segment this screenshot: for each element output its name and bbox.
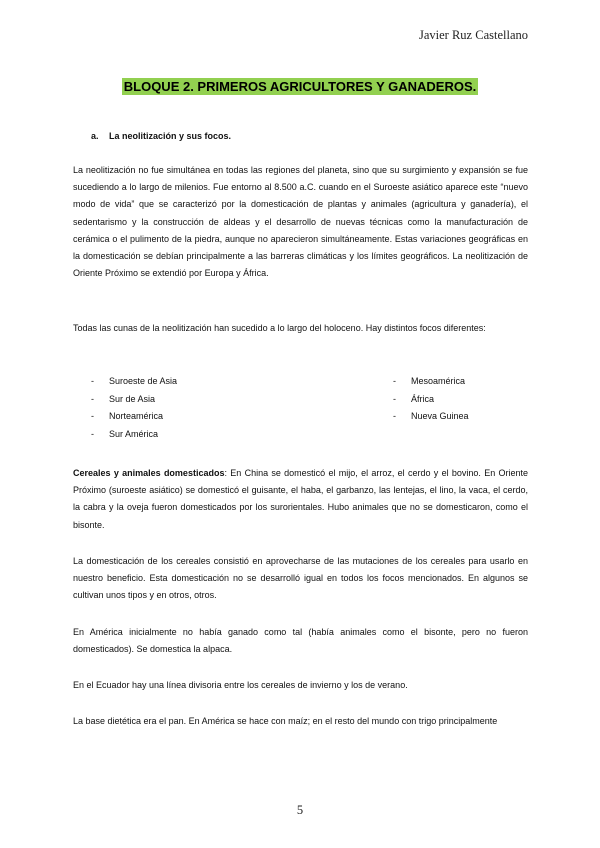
page-title: BLOQUE 2. PRIMEROS AGRICULTORES Y GANADEROS. [123,79,477,94]
bullet-dash: - [393,393,396,404]
list-item: - Nueva Guinea [393,408,469,426]
bullet-dash: - [393,411,396,421]
title-wrap [0,78,600,96]
bullet-dash: - [91,393,94,404]
paragraph-lead-bold: Cereales y animales domesticados [73,468,225,478]
paragraph-america-ganado: En América inicialmente no había ganado como tal (había animales como el bisonte, pero no fueron domesticados). Se domestica la alpaca. [73,627,528,655]
section-heading [91,131,231,141]
bullet-dash: - [393,376,396,386]
focos-list-left [91,373,177,443]
list-item: - Mesoamérica [393,373,469,391]
paragraph-cereales-animales [73,465,528,534]
paragraph-base-dietetica: La base dietética era el pan. En América se hace con maíz; en el resto del mundo con trigo principalmente [73,716,498,726]
bullet-dash: - [91,376,94,386]
focos-list-right [393,373,469,426]
bullet-dash: - [91,411,94,421]
list-item: - África [393,391,469,409]
bullet-dash: - [91,428,94,439]
list-item: - Sur América [91,426,177,444]
paragraph-body: : En China se domesticó el mijo, el arroz, el cerdo y el bovino. En Oriente Próximo (suroeste asiático) se domesticó el guisante, el haba, el garbanzo, las lentejas, el lino, la vaca, el cerdo, la cabra y la oveja fueron domesticados por los surorientales. Hubo animales que no se domesticaron, como el bisonte. [73,468,529,530]
list-item: - Norteamérica [91,408,177,426]
list-item: - Sur de Asia [91,391,177,409]
section-title: La neolitización y sus focos. [109,131,232,141]
paragraph-domesticacion-cereales: La domesticación de los cereales consistió en aprovecharse de las mutaciones de los cereales para usarlo en nuestro beneficio. Esta domesticación no se desarrolló igual en todos los focos mencionados. En algunos se cultivan unos tipos y en otros, otros. [73,556,528,601]
section-label: a. [91,131,99,141]
header-author: Javier Ruz Castellano [419,28,528,42]
paragraph-ecuador: En el Ecuador hay una línea divisoria entre los cereales de invierno y los de verano. [73,680,408,690]
list-item: - Suroeste de Asia [91,373,177,391]
paragraph-neolitizacion: La neolitización no fue simultánea en todas las regiones del planeta, sino que su surgimiento y expansión se fue sucediendo a lo largo de milenios. Fue entorno al 8.500 a.C. cuando en el Suroeste asiático aparece este “nuevo modo de vida” que se caracterizó por la domesticación de plantas y animales (agricultura y ganadería), el sedentarismo y la construcción de aldeas y el desarrollo de nuevas técnicas como la manufacturación de cerámica o el pulimento de la piedra, aunque no aparecieron simultáneamente. Estas variaciones geográficas en la domesticación se debían principalmente a las barreras climáticas y los límites geográficos. La neolitización de Oriente Próximo se extendió por Europa y África. [73,165,528,279]
paragraph-focos-intro: Todas las cunas de la neolitización han sucedido a lo largo del holoceno. Hay distintos focos diferentes: [73,323,486,333]
page-number: 5 [296,803,304,817]
